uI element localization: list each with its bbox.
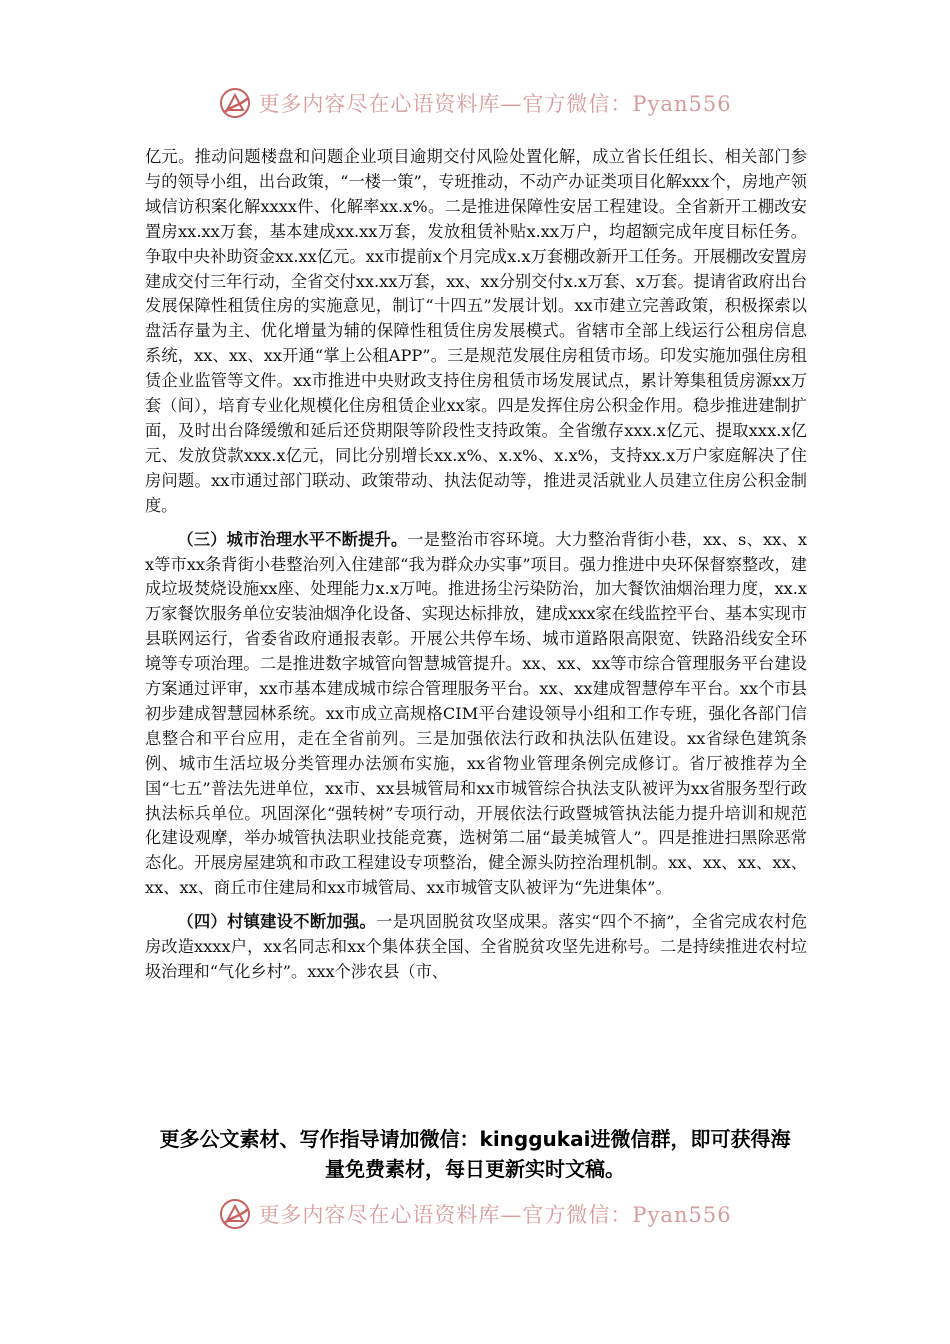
promo-notice: 更多公文素材、写作指导请加微信：kinggukai进微信群，即可获得海量免费素材，每日更新实时文稿。 (159, 1127, 791, 1181)
logo-icon (218, 86, 252, 120)
logo-icon (218, 1197, 252, 1231)
watermark-banner-top (0, 85, 950, 121)
watermark-text: 更多内容尽在心语资料库—官方微信：Pyan556 (258, 92, 732, 116)
watermark-text: 更多内容尽在心语资料库—官方微信：Pyan556 (258, 1203, 732, 1227)
paragraph-village-construction (145, 910, 807, 985)
section-heading: （四）村镇建设不断加强。 (177, 912, 377, 932)
paragraph-urban-governance (145, 528, 807, 902)
paragraph-housing: 亿元。推动问题楼盘和问题企业项目逾期交付风险处置化解，成立省长任组长、相关部门参与的领导小组，出台政策，“一楼一策”，专班推动，不动产办证类项目化解xxx个，房地产领域信访积案化解xxxx件、化解率xx.x%。二是推进保障性安居工程建设。全省新开工棚改安置房xx.xx万套，基本建成xx.xx万套，发放租赁补贴x.xx万户，均超额完成年度目标任务。争取中央补助资金xx.xx亿元。xx市提前x个月完成x.x万套棚改新开工任务。开展棚改安置房建成交付三年行动，全省交付xx.xx万套，xx、xx分别交付x.x万套、x万套。提请省政府出台发展保障性租赁住房的实施意见，制订“十四五”发展计划。xx市建立完善政策，积极探索以盘活存量为主、优化增量为辅的保障性租赁住房发展模式。省辖市全部上线运行公租房信息系统，xx、xx、xx开通“掌上公租APP”。三是规范发展住房租赁市场。印发实施加强住房租赁企业监管等文件。xx市推进中央财政支持住房租赁市场发展试点，累计筹集租赁房源xx万套（间），培育专业化规模化住房租赁企业xx家。四是发挥住房公积金作用。稳步推进建制扩面，及时出台降缓缴和延后还贷期限等阶段性支持政策。全省缴存xxx.x亿元、提取xxx.x亿元、发放贷款xxx.x亿元，同比分别增长xx.x%、x.x%、x.x%，支持xx.x万户家庭解决了住房问题。xx市通过部门联动、政策带动、执法促动等，推进灵活就业人员建立住房公积金制度。 (145, 147, 807, 515)
section-heading: （三）城市治理水平不断提升。 (177, 529, 408, 549)
document-body (145, 145, 807, 985)
watermark-banner-bottom (0, 1196, 950, 1232)
paragraph-text: 一是整治市容环境。大力整治背街小巷，xx、s、xx、xx等市xx条背街小巷整治列入住建部“我为群众办实事”项目。强力推进中央环保督察整改，建成垃圾焚烧设施xx座、处理能力x.x万吨。推进扬尘污染防治，加大餐饮油烟治理力度，xx.x万家餐饮服务单位安装油烟净化设备、实现达标排放，建成xxx家在线监控平台、基本实现市县联网运行，省委省政府通报表彰。开展公共停车场、城市道路限高限宽、铁路沿线安全环境等专项治理。二是推进数字城管向智慧城管提升。xx、xx、xx等市综合管理服务平台建设方案通过评审，xx市基本建成城市综合管理服务平台。xx、xx建成智慧停车平台。xx个市县初步建成智慧园林系统。xx市成立高规格CIM平台建设领导小组和工作专班，强化各部门信息整合和平台应用，走在全省前列。三是加强依法行政和执法队伍建设。xx省绿色建筑条例、城市生活垃圾分类管理办法颁布实施，xx省物业管理条例完成修订。省厅被推荐为全国“七五”普法先进单位，xx市、xx县城管局和xx市城管综合执法支队被评为xx省服务型行政执法标兵单位。巩固深化“强转树”专项行动，开展依法行政暨城管执法能力提升培训和规范化建设观摩，举办城管执法职业技能竞赛，选树第二届“最美城管人”。四是推进扫黑除恶常态化。开展房屋建筑和市政工程建设专项整治，健全源头防控治理机制。xx、xx、xx、xx、xx、xx、商丘市住建局和xx市城管局、xx市城管支队被评为“先进集体”。 (145, 529, 808, 898)
paragraph-text: 一是巩固脱贫攻坚成果。落实“四个不摘”，全省完成农村危房改造xxxx户，xx名同志和xx个集体获全国、全省脱贫攻坚先进称号。二是持续推进农村垃圾治理和“气化乡村”。xxx个涉农县（市、 (145, 912, 807, 981)
